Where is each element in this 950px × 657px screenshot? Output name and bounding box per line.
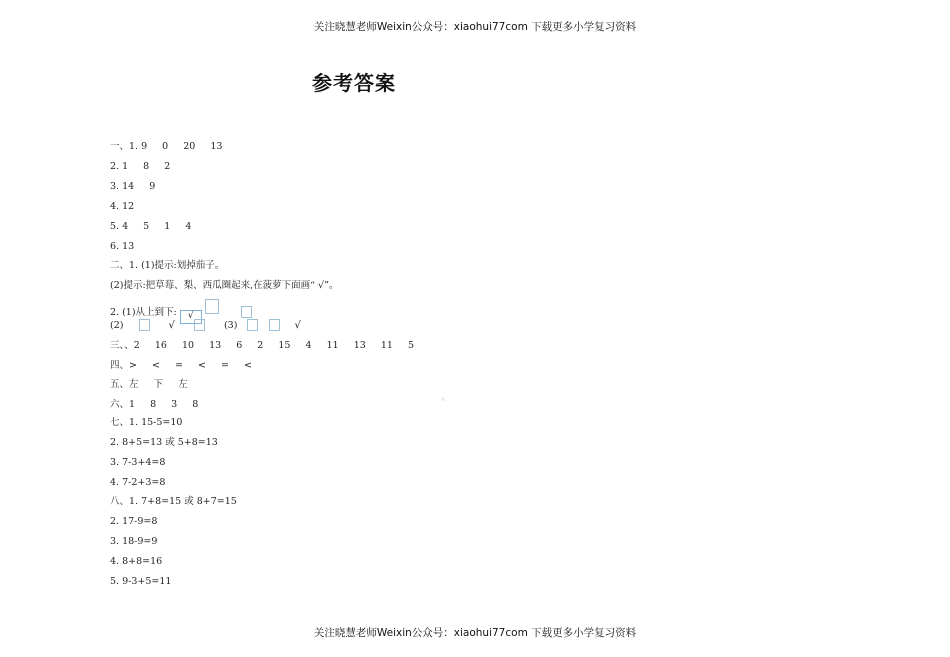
- answer-line-20: 2. 17-9=8: [110, 516, 158, 527]
- answer-line-15: 七、1. 15-5=10: [110, 417, 183, 428]
- answer-text: 5: [407, 340, 414, 351]
- answer-text: <: [198, 360, 206, 371]
- answer-text: 11: [326, 340, 339, 351]
- answer-line-8: (2)提示:把草莓、梨、西瓜圈起来,在菠萝下面画“ √”。: [110, 280, 339, 291]
- answer-box-empty: [241, 306, 252, 318]
- answer-line-13: [110, 379, 188, 391]
- answer-line-1: [110, 141, 222, 153]
- answer-line-14: [110, 399, 198, 411]
- answer-text: 6. 13: [110, 241, 135, 252]
- answer-text: 16: [154, 340, 167, 351]
- answer-text: 8: [143, 161, 150, 172]
- answer-text: <: [244, 360, 252, 371]
- answer-line-7: 二、1. (1)提示:划掉茄子。: [110, 260, 225, 271]
- answer-box-empty: [194, 319, 205, 331]
- answer-line-6: [110, 241, 134, 253]
- answer-line-16: 2. 8+5=13 或 5+8=13: [110, 437, 218, 448]
- page-title: 参考答案: [312, 71, 396, 95]
- answer-box-empty: [139, 319, 150, 331]
- answer-line-3: [110, 181, 155, 193]
- answer-text: 四、>: [110, 360, 137, 371]
- answer-text: 4: [185, 221, 192, 232]
- page-header: 关注晓慧老师Weixin公众号：xiaohui77com 下载更多小学复习资料: [313, 21, 637, 33]
- check-mark: √: [294, 320, 301, 331]
- speck-mark: [441, 397, 445, 401]
- answer-text: 4: [305, 340, 312, 351]
- answer-text: =: [221, 360, 229, 371]
- answer-text: 六、1: [110, 399, 136, 410]
- answer-line-21: 3. 18-9=9: [110, 536, 158, 547]
- page-footer: 关注晓慧老师Weixin公众号：xiaohui77com 下载更多小学复习资料: [313, 627, 637, 639]
- answer-text: 20: [183, 141, 196, 152]
- answer-text: 5. 4: [110, 221, 129, 232]
- answer-text: 2. (1)从上到下:: [110, 307, 177, 318]
- answer-line-10: [110, 319, 301, 332]
- answer-text: 五、左: [110, 379, 139, 390]
- answer-text: 13: [353, 340, 366, 351]
- answer-text: 左: [178, 379, 188, 390]
- answer-box-empty: [205, 299, 219, 314]
- answer-text: 13: [210, 141, 223, 152]
- answer-text: 8: [150, 399, 157, 410]
- answer-text: 10: [181, 340, 195, 351]
- answer-text: 2: [257, 340, 264, 351]
- answer-text: 5: [143, 221, 150, 232]
- answer-line-22: 4. 8+8=16: [110, 556, 163, 567]
- answer-line-18: 4. 7-2+3=8: [110, 477, 166, 488]
- answer-text: 下: [153, 379, 164, 390]
- answer-line-11: [110, 340, 414, 352]
- answer-text: 6: [236, 340, 243, 351]
- answer-text: 11: [380, 340, 393, 351]
- answer-text: 0: [162, 141, 169, 152]
- answer-text: 15: [278, 340, 291, 351]
- answer-text: 1: [164, 221, 171, 232]
- answer-text: 13: [209, 340, 222, 351]
- answer-text: 4. 12: [110, 201, 135, 212]
- answer-text: 2: [164, 161, 171, 172]
- answer-text: 三、、2: [110, 340, 140, 351]
- check-mark: √: [168, 320, 175, 331]
- check-mark: √: [187, 311, 194, 321]
- answer-box-empty: [269, 319, 280, 331]
- answer-line-17: 3. 7-3+4=8: [110, 457, 166, 468]
- answer-text: 8: [192, 399, 199, 410]
- answer-line-19: 八、1. 7+8=15 或 8+7=15: [110, 496, 237, 507]
- answer-text: =: [175, 360, 183, 371]
- answer-text: 2. 1: [110, 161, 129, 172]
- answer-line-2: [110, 161, 170, 173]
- answer-text: 一、1. 9: [110, 141, 148, 152]
- answer-text: 9: [149, 181, 156, 192]
- answer-text: 3: [171, 399, 178, 410]
- answer-line-12: [110, 360, 252, 372]
- answer-text: <: [152, 360, 160, 371]
- answer-line-4: [110, 201, 134, 213]
- answer-text: 3. 14: [110, 181, 135, 192]
- answer-line-5: [110, 221, 191, 233]
- answer-text: (2): [110, 320, 124, 331]
- answer-box-empty: [247, 319, 258, 331]
- answer-line-23: 5. 9-3+5=11: [110, 576, 172, 587]
- answer-text: (3): [223, 320, 238, 331]
